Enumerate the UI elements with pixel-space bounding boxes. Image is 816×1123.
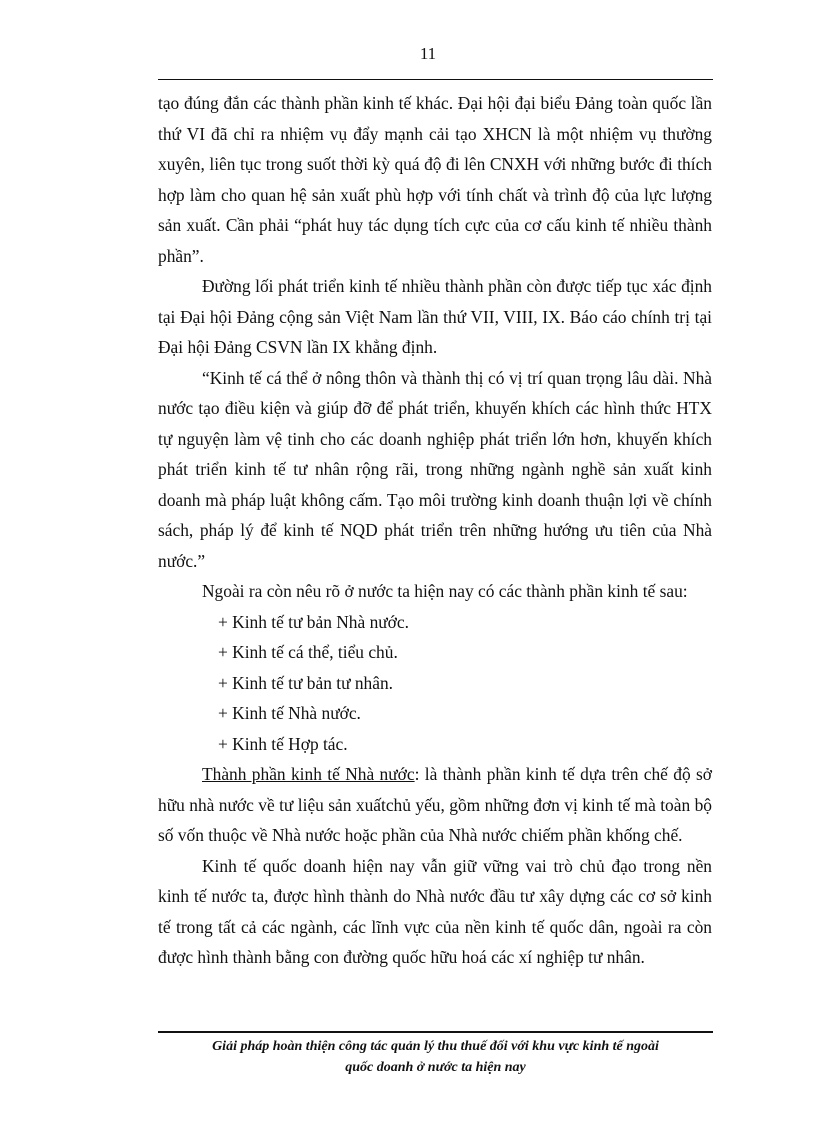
defined-term: Thành phần kinh tế Nhà nước xyxy=(202,764,415,784)
list-item: + Kinh tế tư bản Nhà nước. xyxy=(218,611,409,632)
list-item: + Kinh tế Hợp tác. xyxy=(218,733,348,754)
list-item: + Kinh tế Nhà nước. xyxy=(218,703,361,723)
list-item: + Kinh tế cá thể, tiểu chủ. xyxy=(218,642,398,662)
footer-divider xyxy=(158,1031,713,1033)
paragraph-list-intro: Ngoài ra còn nêu rõ ở nước ta hiện nay có các thành phần kinh tế sau: xyxy=(202,581,688,601)
footer-line-1: Giải pháp hoàn thiện công tác quản lý thu thuế đối với khu vực kinh tế ngoài xyxy=(212,1039,659,1054)
page-number: 11 xyxy=(419,44,437,63)
list-item: + Kinh tế tư bản tư nhân. xyxy=(218,672,394,693)
definition-text: : là thành phần kinh tế dựa trên chế độ sở hữu nhà nước về tư liệu sản xuấtchủ yếu, gồm những đơn vị kinh tế mà toàn bộ số vốn thuộc về Nhà nước hoặc phần của Nhà nước chiếm phần khống chế. xyxy=(158,764,712,845)
document-body xyxy=(158,88,712,973)
paragraph-continuation: tạo đúng đắn các thành phần kinh tế khác. Đại hội đại biểu Đảng toàn quốc lần thứ VI đã chỉ ra nhiệm vụ đẩy mạnh cải tạo XHCN là một nhiệm vụ thường xuyên, liên tục trong suốt thời kỳ quá độ đi lên CNXH với những bước đi thích hợp làm cho quan hệ sản xuất phù hợp với tính chất và trình độ của lực lượng sản xuất. Cần phải “phát huy tác dụng tích cực của cơ cấu kinh tế nhiều thành phần”. xyxy=(158,93,712,266)
paragraph-state-enterprise: Kinh tế quốc doanh hiện nay vẫn giữ vững vai trò chủ đạo trong nền kinh tế nước ta, được hình thành do Nhà nước đầu tư xây dựng các cơ sở kinh tế trong tất cả các ngành, các lĩnh vực của nền kinh tế quốc dân, ngoài ra còn được hình thành bằng con đường quốc hữu hoá các xí nghiệp tư nhân. xyxy=(158,855,712,967)
paragraph-party-line: Đường lối phát triển kinh tế nhiều thành phần còn được tiếp tục xác định tại Đại hội Đảng cộng sản Việt Nam lần thứ VII, VIII, IX. Báo cáo chính trị tại Đại hội Đảng CSVN lần IX khẳng định. xyxy=(158,276,712,357)
header-divider xyxy=(158,79,713,80)
paragraph-quote: “Kinh tế cá thể ở nông thôn và thành thị có vị trí quan trọng lâu dài. Nhà nước tạo điều kiện và giúp đỡ để phát triển, khuyến khích các hình thức HTX tự nguyện làm vệ tinh cho các doanh nghiệp phát triển lớn hơn, khuyến khích phát triển kinh tế tư nhân rộng rãi, trong những ngành nghề sản xuất kinh doanh mà pháp luật không cấm. Tạo môi trường kinh doanh thuận lợi về chính sách, pháp lý để kinh tế NQD phát triển trên những hướng ưu tiên của Nhà nước.” xyxy=(158,367,712,571)
running-footer xyxy=(158,1036,713,1078)
footer-line-2: quốc doanh ở nước ta hiện nay xyxy=(345,1060,526,1075)
paragraph-state-sector xyxy=(158,759,712,851)
